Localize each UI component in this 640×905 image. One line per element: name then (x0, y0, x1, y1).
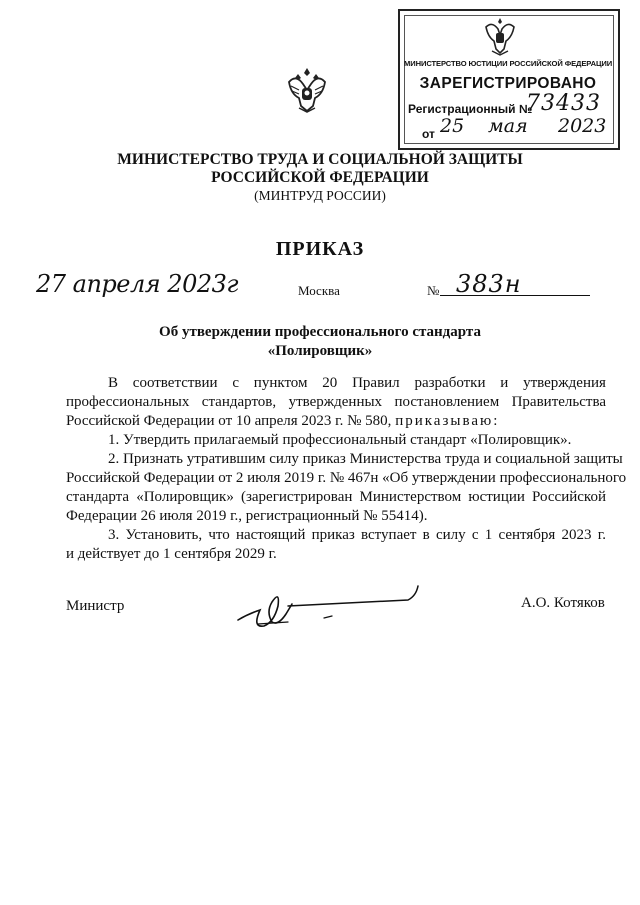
signer-name: А.О. Котяков (521, 595, 605, 611)
signer-title: Министр (66, 598, 125, 614)
word: 2023 (561, 527, 592, 543)
word: профессиональных (66, 394, 190, 410)
word: (зарегистрирован (240, 489, 353, 505)
stamp-date-year: 2023 (558, 115, 607, 137)
word: в (422, 527, 430, 543)
word: стандартов, (201, 394, 277, 410)
word: стандарта (66, 489, 130, 505)
word: «Полировщик» (136, 489, 234, 505)
word: юстиции (468, 489, 525, 505)
paragraph1-line1 (108, 375, 606, 392)
stamp-registered-label: ЗАРЕГИСТРИРОВАНО (419, 75, 597, 92)
word: соответствии (132, 375, 218, 391)
ministry-short-name: (МИНТРУД РОССИИ) (254, 188, 386, 203)
item2-line2: Российской Федерации от 2 июля 2019 г. № 467н «Об утверждении профессионального (66, 470, 627, 486)
word: сентября (498, 527, 556, 543)
order-city: Москва (298, 283, 340, 298)
word: приказ (311, 527, 355, 543)
word: постановлением (394, 394, 500, 410)
word: Правительства (511, 394, 606, 410)
word: и (500, 375, 509, 391)
stamp-date-month: мая (488, 115, 528, 137)
word: вступает (361, 527, 417, 543)
word: Правил (352, 375, 400, 391)
paragraph1-line3-text: Российской Федерации от 10 апреля 2023 г. № 580, (66, 413, 392, 429)
word: Российской (532, 489, 606, 505)
word: настоящий (235, 527, 306, 543)
subject-line2: «Полировщик» (267, 343, 373, 359)
ministry-name-line1: МИНИСТЕРСТВО ТРУДА И СОЦИАЛЬНОЙ ЗАЩИТЫ (117, 151, 523, 168)
item2-line1: 2. Признать утратившим силу приказ Министерства труда и социальной защиты (108, 451, 623, 467)
word: Министерством (359, 489, 462, 505)
word: 3. (108, 527, 120, 543)
word: В (108, 375, 119, 391)
word: утверждения (523, 375, 606, 391)
word: утвержденных (288, 394, 383, 410)
stamp-ministry: МИНИСТЕРСТВО ЮСТИЦИИ РОССИЙСКОЙ ФЕДЕРАЦИИ (404, 59, 613, 68)
coat-of-arms-icon (285, 66, 329, 114)
item3-line2: и действует до 1 сентября 2029 г. (66, 546, 277, 562)
word: с (232, 375, 240, 391)
order-number-sign: № (427, 283, 440, 298)
word: разработки (414, 375, 486, 391)
ministry-name-line2: РОССИЙСКОЙ ФЕДЕРАЦИИ (211, 169, 429, 186)
stamp-registration-label: Регистрационный № (408, 102, 533, 116)
stamp-date (440, 115, 618, 145)
word: пунктом (253, 375, 308, 391)
word: силу (435, 527, 466, 543)
stamp-date-prefix: от (422, 127, 435, 141)
word: что (208, 527, 230, 543)
word: г. (597, 527, 606, 543)
stamp-emblem-icon (480, 15, 520, 57)
paragraph1-line3 (66, 413, 606, 430)
item2-line3 (66, 489, 606, 506)
handwritten-signature (228, 580, 428, 630)
word: 1 (484, 527, 493, 543)
word: Установить, (125, 527, 203, 543)
stamp-date-day: 25 (440, 115, 465, 137)
stamp-registration-number: 73433 (526, 91, 601, 116)
item1: 1. Утвердить прилагаемый профессиональный стандарт «Полировщик». (108, 432, 572, 448)
subject-line1: Об утверждении профессионального стандарта (159, 324, 481, 340)
order-verb: приказываю: (395, 413, 500, 429)
item3-line1 (108, 527, 606, 544)
word: 20 (322, 375, 338, 391)
word: с (471, 527, 479, 543)
item2-line4: Федерации 26 июля 2019 г., регистрационный № 55414). (66, 508, 428, 524)
registration-stamp (398, 9, 620, 150)
order-date: 27 апреля 2023г (36, 270, 239, 298)
document-type: ПРИКАЗ (275, 238, 365, 260)
order-number: 383н (456, 270, 522, 298)
paragraph1-line2 (66, 394, 606, 411)
